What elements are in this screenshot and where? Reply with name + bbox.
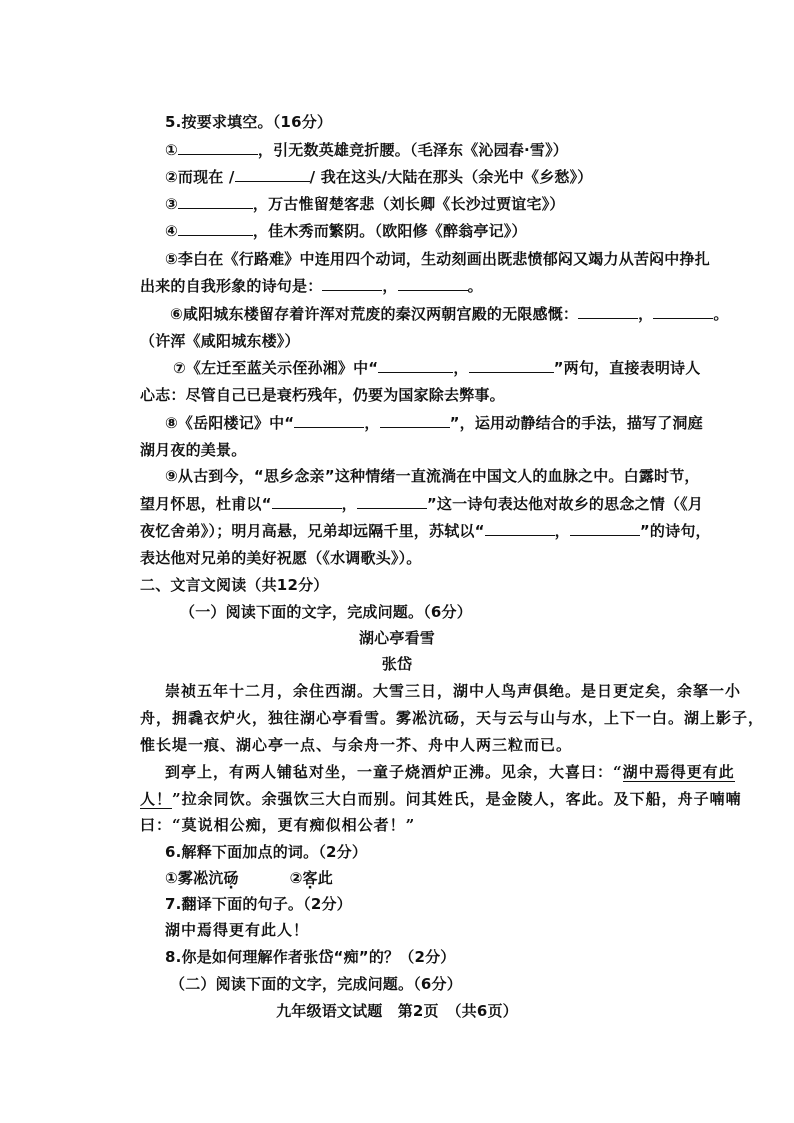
q5-item3: ③ ，万古惟留楚客悲（刘长卿《长沙过贾谊宅》）: [165, 195, 565, 213]
passage-author: 张岱: [381, 655, 413, 673]
passage-p2-line3: 曰：“莫说相公痴，更有痴似相公者！”: [140, 816, 416, 834]
q5-item7-line1: ⑦《左迁至蓝关示侄孙湘》中“ ， ”两句，直接表明诗人: [173, 359, 701, 377]
dotted-word: 砀: [223, 869, 239, 887]
passage-p1-line2: 舟，拥毳衣炉火，独往湖心亭看雪。雾凇沆砀，天与云与山与水，上下一白。湖上影子，: [140, 709, 765, 727]
passage-p2-line1: 到亭上，有两人铺毡对坐，一童子烧酒炉正沸。见余，大喜曰：“湖中焉得更有此: [165, 763, 735, 781]
answer-blank[interactable]: [178, 194, 253, 209]
answer-blank[interactable]: [294, 413, 364, 428]
passage-title: 湖心亭看雪: [358, 629, 435, 647]
q8-heading: 8.你是如何理解作者张岱“痴”的？（2分）: [165, 948, 456, 966]
passage-p2-line2: 人！”拉余同饮。余强饮三大白而别。问其姓氏，是金陵人，客此。及下船，舟子喃喃: [140, 790, 742, 808]
answer-blank[interactable]: [380, 413, 450, 428]
q6-words: ①雾凇沆砀 ②客此: [165, 869, 333, 887]
answer-blank[interactable]: [235, 167, 310, 182]
q5-item2: ②而现在 / / 我在这头/大陆在那头（余光中《乡愁》）: [165, 168, 593, 186]
q5-item5-line1: ⑤李白在《行路难》中连用四个动词，生动刻画出既悲愤郁闷又竭力从苦闷中挣扎: [165, 250, 710, 268]
passage-p1-line3: 惟长堤一痕、湖心亭一点、与余舟一芥、舟中人两三粒而已。: [140, 736, 573, 754]
answer-blank[interactable]: [322, 276, 382, 291]
answer-blank[interactable]: [485, 521, 555, 536]
answer-blank[interactable]: [653, 304, 713, 319]
answer-blank[interactable]: [570, 521, 640, 536]
q5-item9-line3: 夜忆舍弟》）；明月高悬，兄弟却远隔千里，苏轼以“ ， ”的诗句，: [140, 522, 711, 540]
q5-item7-line2: 心志：尽管自己已是衰朽残年，仍要为国家除去弊事。: [140, 386, 505, 404]
q5-item6-line2: （许浑《咸阳城东楼》）: [140, 332, 300, 350]
q5-item8-line1: ⑧《岳阳楼记》中“ ， ”，运用动静结合的手法，描写了洞庭: [165, 414, 703, 432]
underlined-sentence: 湖中焉得更有此: [622, 763, 735, 781]
passage-p1-line1: 崇祯五年十二月，余住西湖。大雪三日，湖中人鸟声俱绝。是日更定矣，余拏一小: [165, 682, 742, 700]
part1-instruction: （一）阅读下面的文字，完成问题。（6分）: [180, 603, 472, 621]
page-footer: 九年级语文试题 第2页 （共6页）: [276, 1002, 518, 1020]
q5-item8-line2: 湖月夜的美景。: [140, 441, 247, 459]
underlined-sentence: 人！: [140, 790, 173, 808]
q5-item1: ① ，引无数英雄竞折腰。（毛泽东《沁园春·雪》）: [165, 141, 569, 159]
answer-blank[interactable]: [398, 276, 468, 291]
answer-blank[interactable]: [469, 358, 554, 373]
q5-item6-line1: ⑥咸阳城东楼留存着许浑对荒废的秦汉两朝宫殿的无限感慨： ， 。: [170, 305, 729, 323]
q5-item5-line2: 出来的自我形象的诗句是： ， 。: [140, 277, 483, 295]
q5-heading: 5.按要求填空。（16分）: [165, 113, 333, 131]
q5-item4: ④ ，佳木秀而繁阴。（欧阳修《醉翁亭记》）: [165, 222, 527, 240]
q7-sentence: 湖中焉得更有此人！: [165, 921, 310, 939]
answer-blank[interactable]: [378, 358, 453, 373]
q5-item9-line1: ⑨从古到今，“思乡念亲”这种情绪一直流淌在中国文人的血脉之中。白露时节，: [165, 467, 700, 485]
answer-blank[interactable]: [178, 221, 253, 236]
q5-item9-line2: 望月怀思，杜甫以“ ， ”这一诗句表达他对故乡的思念之情（《月: [140, 495, 704, 513]
part2-instruction: （二）阅读下面的文字，完成问题。（6分）: [170, 975, 462, 993]
answer-blank[interactable]: [578, 304, 638, 319]
q5-item9-line4: 表达他对兄弟的美好祝愿（《水调歌头》）。: [140, 549, 422, 567]
q7-heading: 7.翻译下面的句子。（2分）: [165, 895, 352, 913]
answer-blank[interactable]: [178, 140, 258, 155]
answer-blank[interactable]: [272, 494, 342, 509]
dotted-word: 客: [302, 869, 318, 887]
q6-heading: 6.解释下面加点的词。（2分）: [165, 843, 368, 861]
section2-heading: 二、文言文阅读（共12分）: [140, 576, 329, 594]
answer-blank[interactable]: [357, 494, 427, 509]
